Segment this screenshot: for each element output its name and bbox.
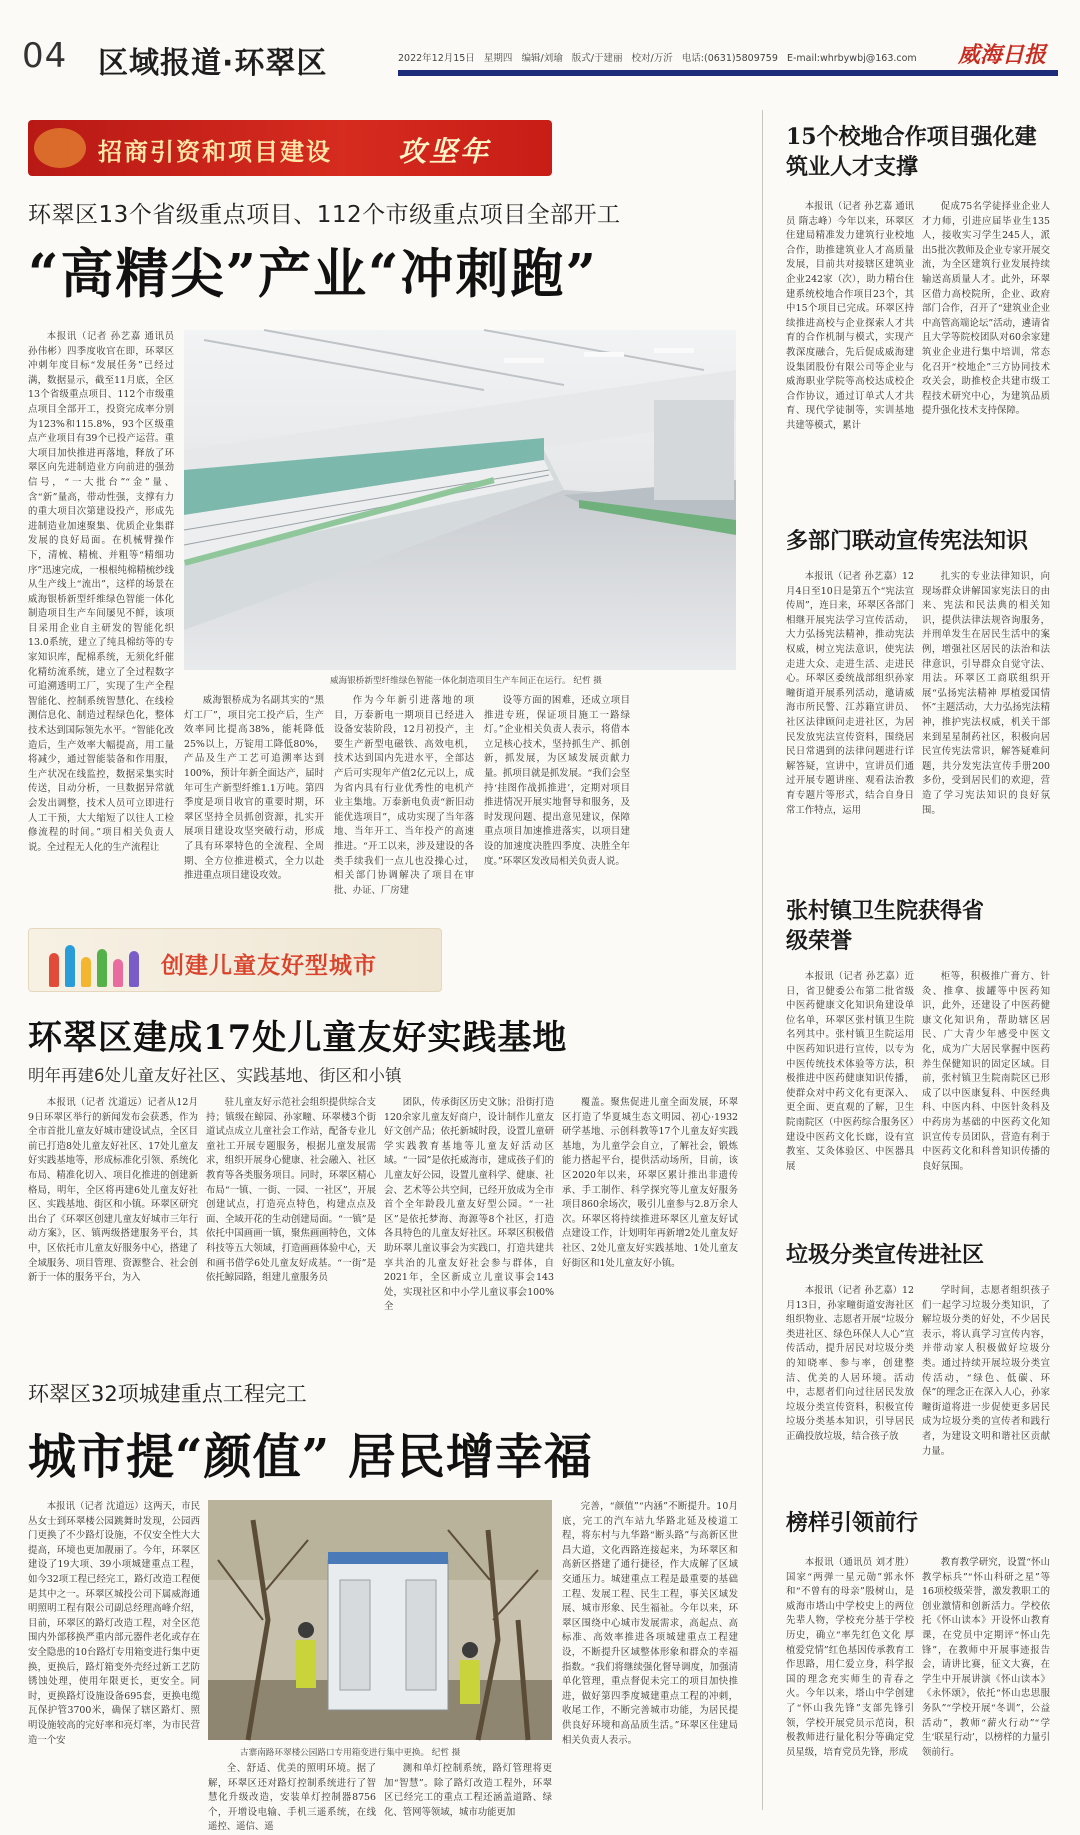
article3-subtitle: 环翠区32项城建重点工程完工	[28, 1382, 307, 1406]
right2-column-1: 本报讯（记者 孙艺嘉）12月4日至10日是第五个“宪法宣传周”，连日来，环翠区各部门相继开展宪法学习宣传活动，大力弘扬宪法精神，推动宪法权威，树立宪法意识，使宪法走进大众、走进生活、走进民心。环翠区委统战部组织孙家疃街道开展系列活动，邀请威海市所民警、江苏籍宣讲员、社区法律顾问走进社区，为居民发放宪法宣传资料，围绕居民日常遇到的法律问题进行详解答疑，宣讲中，宣讲员们通过开展专题讲座、观看法治教育专题片等形式，结合自身日常工作特点，运用	[786, 571, 914, 816]
photo1-caption: 威海银桥新型纤维绿色智能一体化制造项目生产车间正在运行。 纪哲 摄	[330, 676, 602, 686]
article1-column-left: 本报讯（记者 孙艺嘉 通讯员 孙伟彬）四季度收官在即，环翠区冲刺年度目标“发展任务”已经过满，数据显示，截至11月底，全区13个省级重点项目、112个市级重点项目全部开工，投资完成率分别为123%和115.8%，93个区级重点产业项目有39个已投产运营。重大项目加快推进再落地，释放了环翠区向先进制造业方向前进的强劲信号，“一大批台”“金”量、含“新”量高，带动性强，支撑有力的重大项目次第建设投产，形成先进制造业加速聚集、优质企业集群发展的良好局面。在机械臂操作下，清梳、精梳、并粗等“精细功序”迅速完成，一根根纯棉精梳纱线从生产线上“流出”，这样的场景在威海银桥新型纤维绿色智能一体化制造项目生产车间屡见不鲜，该项目采用企业自主研发的智能化织13.0系统，建立了纯具棉纺等的专家知识库，配棉系统，无须化纤催化精纺流系统，建立了全过程数字可追溯透明工厂，实现了生产全程智能化、控制系统智慧化、在线检测信息化、制造过程绿色化，整体技术达到国际领先水平。“智能化改造后，生产效率大幅提高，用工量将减少，通过智能装备和作用服，生产状况在线监控，数据采集实时传送，目动分析，一旦数据异常就会发出调整，技术人员可立即进行人工干预，大大缩短了以往人工检修流程的时间。”项目相关负责人说。全过程无人化的生产流程让	[28, 331, 174, 853]
article2-column-3: 团队，传承街区历史文脉；沿街打造120余家儿童友好商户，设计制作儿童友好文创产品；依托新城时段，设置儿童研学实践教育基地等儿童友好活动区域。“一园”是依托威海市，建成孩子们的儿童友好公园，设置儿童科学、健康、社会、艺术等公共空间，已经开放成为全市首个全年龄段儿童友好型公园。“一社区”是依托梦海、海源等8个社区，打造各具特色的儿童友好社区。环翠区积极借助环翠儿童议事会为实践口，打造共建共享共治的儿童友好社会参与群体，自2021年，全区新成立儿童议事会143处，实现社区和中小学儿童议事会100%全	[384, 1097, 554, 1313]
article3-column-3: 完善，“颜值”“内涵”不断提升。10月底，完工的汽车站九华路北延及棱道工程，将东村与九华路“断头路”与高新区世昌大道，文化西路连接起来，为环翠区和高新区搭建了通行捷径，作大成解了区域交通压力。城建重点工程是最重要的基础工程、发展工程、民生工程，事关区域发展、城市形象、民生福祉。今年以来，环翠区围绕中心城市发展需求，高起点、高标准、高效率推进各项城建重点工程建设，不断提升区域整体形象和群众的幸福指数。“我们将继续强化督导调度，加强清单化管理，重点督促未完工的项目加快推进，做好第四季度城建重点工程的冲刺，收尾工作，不断完善城市功能，为居民提供良好环境和高品质生活。”环翠区住建局相关负责人表示。	[562, 1501, 738, 1746]
banner-decoration	[34, 128, 86, 168]
right3-column-1: 本报讯（记者 孙艺嘉）近日，省卫健委公布第二批省级中医药健康文化知识角建设单位名单，环翠区张村镇卫生院名列其中。张村镇卫生院运用中医药知识进行宣传，以专为中医传统技术体验等方法，积极推进中医药健康知识传播，使群众对中药文化有更深入、更全面、更直观的了解，卫生院南院区（中医药综合服务区）建设中医药文化长廊，设有宣教室、艾灸体验区、中医器具展	[786, 971, 914, 1172]
right5-column-2: 教育教学研究，设置“怀山教学标兵”“怀山科研之星”等16项校级荣誉，激发教职工的创业激情和创新活力。学校依托《怀山读本》开设怀山教育课，在党员中定期评“怀山先锋”，在教师中开展事迹报告会，请讲比赛，征文大赛，在学生中开展讲演《怀山读本》《永怀颂》，依托“怀山忠思服务队”“学校开展“冬训”，公益活动”，教师“薪火行动”“学生‘联星行动’，以榜样的力量引领前行。	[922, 1557, 1050, 1758]
child-figure	[65, 945, 75, 987]
proofreader-credit: 校对/万沂	[631, 53, 673, 64]
section-title: 区域报道·环翠区	[98, 46, 328, 81]
article1-column-b2: 作为今年新引进落地的项目，万泰新电一期项目已经进入设备安装阶段，12月初投产，主要生产新型电磁铁、高效电机，技术达到国内先进水平，全部达产后可实现年产值2亿元以上，成为省内具有行业优秀性的电机产业主集地。万泰新电负责“新旧动能优选项目”，成功实现了当年落地、当年开工、当年投产的高速推进。“开工以来，涉及建设的各类手续我们一点儿也没操心过，相关部门协调解决了项目在审批、办证、厂房建	[334, 695, 474, 896]
editor-credit: 编辑/刘瑜	[521, 53, 563, 64]
right4-column-1: 本报讯（记者 孙艺嘉）12月13日，孙家疃街道安海社区组织物业、志愿者开展“垃圾分类进社区、绿色环保人人心”宣传活动，提升居民对垃圾分类的知晓率、参与率，创建整洁、优美的人居环境。活动中，志愿者们向过往居民发放垃圾分类宣传资料，积极宣传垃圾分类基本知识，引导居民正确投放垃圾，结合孩子放	[786, 1285, 914, 1442]
child-figure	[49, 953, 59, 987]
child-friendly-banner	[28, 928, 442, 992]
article1-column-b1: 威海银桥成为名副其实的“黑灯工厂”，项目完工投产后，生产效率同比提高38%，能耗降低25%以上，万锭用工降低80%，产品及生产工艺可追溯率达到100%，预计年新全面达产，届时年可生产新型纤维1.1万吨。第四季度是项目收官的重要时期，环翠区坚持全员抓创资源，扎实开展项目建设攻坚突破行动，形成了具有环翠特色的全流程、全周期、全方位推进模式，全力以赴推进重点项目建设攻效。	[184, 695, 324, 882]
right3-column-2: 柜等，积极推广膏方、针灸、推拿、拔罐等中医药知识，此外，还建设了中医药健康文化知识角，帮助辖区居民、广大青少年感受中医文化，成为广大居民掌握中医药养生保健知识的固定区域。目前，张村镇卫生院南院区已形成了以中医康复科、中医经典科、中医内科、中医针灸科及中药房为基础的中医药文化知识宣传专员团队，营造有利于中医药文化和科普知识传播的良好氛围。	[922, 971, 1050, 1172]
child-figure	[97, 949, 107, 987]
article2-column-1: 本报讯（记者 沈道远）记者从12月9日环翠区举行的新闻发布会获悉，作为全市首批儿童友好城市建设试点，全区目前已打造8处儿童友好社区、17处儿童友好实践基地等，形成标准化引领、系统化布局、精准化切入、项目化推进的创建新格局，明年，全区将再建6处儿童友好社区、实践基地、街区和小镇。环翠区研究出台了《环翠区创建儿童友好城市三年行动方案》，区、镇两级搭建服务平台，其中，区依托市儿童友好服务中心，搭建了全域服务、项目管理、资源整合、社会创新于一体的服务平台，为入	[28, 1097, 198, 1284]
masthead-rule	[398, 70, 1058, 76]
article3-column-1: 本报讯（记者 沈道远）这两天，市民丛女士到环翠楼公园跳舞时发现，公园西门更换了不少路灯设施，不仅安全性大大提高，环境也更加靓丽了。今年，环翠区建设了19大项、39小项城建重点工程，如今32项工程已经完工，路灯改造工程便是其中之一。环翠区城投公司下属威海通明照明工程有限公司副总经理高峰介绍，目前，环翠区的路灯改造工程，对全区范围内外部移换严重内部元器件老化或存在安全隐患的10台路灯专用箱变进行集中更换，更换后，路灯箱变外壳经过新工艺防锈蚀处理，使用年限更长，更安全。同时，更换路灯设施设备695套，更换电缆瓦保护管3700米，确保了辖区路灯、照明设施较高的完好率和亮灯率，为市民营造一个安	[28, 1501, 200, 1746]
article1-column-b3: 设等方面的困难，还成立项目推进专班，保证项目施工一路绿灯。”企业相关负责人表示，将借本立足核心技术，坚持抓生产、抓创新，抓发展，为区域发展贡献力量。抓项目就是抓发展。“我们会坚持‘挂图作战抓推进’，定期对项目推进情况开展实地督导和服务，及时发现问题、提出意见建议，保障重点项目加速推进落实，以项目建设的加速度决胜四季度、决胜全年度。”环翠区发改局相关负责人说。	[484, 695, 630, 867]
investment-banner	[28, 120, 552, 176]
contact-phone: 电话:(0631)5809759	[681, 53, 778, 64]
issue-weekday: 星期四	[483, 53, 513, 64]
column-divider	[762, 110, 763, 1810]
article1-subtitle: 环翠区13个省级重点项目、112个市级重点项目全部开工	[28, 202, 621, 228]
photo3-caption: 古寨南路环翠楼公园路口专用箱变进行集中更换。 纪哲 摄	[240, 1748, 461, 1758]
designer-credit: 版式/于建丽	[571, 53, 623, 64]
right4-title: 垃圾分类宣传进社区	[786, 1242, 985, 1268]
banner-tag: 攻坚年	[398, 135, 492, 168]
workers-photo	[208, 1500, 552, 1740]
right5-column-1: 本报讯（通讯员 刘才胜）国家“两弹一星元勋”郭永怀和“不曾有的母亲”殷树山，是威海市塔山中学校史上的两位先辈人物，学校充分基于学校历史，确立“率先红色文化 厚植爱党情”红色基因传承教育工作思路，用仁爱立身，科学报国的理念充实师生的青春之火。今年以来，塔山中学创建了“怀山我先锋”支部先锋引领，学校开展党员示范岗，积极教师进行量化积分等确定党员星级，培育党员先锋，形成	[786, 1557, 914, 1758]
banner-text: 招商引资和项目建设	[98, 138, 332, 166]
right1-column-2: 促成75名学徒择业企业人才力师，引进应届毕业生135人，接收实习学生245人，派出5批次教师及企业专家开展交流，为全区建筑行业发展持续输送高质量人才。此外，环翠区借力高校院所，企业、政府部门合作，召开了“建筑业企业中高管高端论坛”活动，遴请省且大学等院校团队对60余家建筑业企业进行集中培训，常态化召开“校地企”三方协同技术攻关会，助推校企共建市级工程技术研究中心，为建筑品质提升强化技术支持保障。	[922, 201, 1050, 417]
page-number: 04	[22, 36, 68, 76]
masthead-meta	[398, 50, 917, 64]
newspaper-logo: 威海日报	[958, 42, 1047, 68]
right1-title: 15个校地合作项目强化建筑业人才支撑	[786, 124, 1037, 180]
article2-column-2: 驻儿童友好示范社会组织提供综合支持；镇级在鲸园、孙家疃、环翠楼3个街道试点成立儿童社会工作站，配备专业儿童社工开展专题服务，根据儿童发展需求，组织开展身心健康、社会融入、社区教育等各类服务项目。同时，环翠区精心布局“一镇、一街、一园、一社区”，开展创建试点，打造亮点特色，构建点点及面、全域开花的生动创建局面。“一镇”是依托中国画画一镇，聚焦画画特色，文体科技等五大领域，打造画画体验中心，天和画书借学6处儿童友好成基。“一街”是依托鲸园路，组建儿童服务员	[206, 1097, 376, 1284]
right4-column-2: 学时间，志愿者组织孩子们一起学习垃圾分类知识，了解垃圾分类的好处，不少居民表示，将认真学习宣传内容，并带动家人积极做好垃圾分类。通过持续开展垃圾分类宣传活动，“绿色、低碳、环保”的理念正在深入人心，孙家疃街道将进一步促使更多居民成为垃圾分类的宣传者和践行者，为建设文明和谐社区贡献力量。	[922, 1285, 1050, 1457]
article1-title: “高精尖”产业“冲刺跑”	[28, 243, 598, 305]
article2-column-4: 覆盖。聚焦促进儿童全面发展，环翠区打造了华夏城生态文明园、初心·1932研学基地、示创科教等17个儿童友好实践基地，为儿童学会自立，了解社会，锻炼能力搭起平台，提供活动场所，目前，该区2020年以来，环翠区累计推出非遗传承、手工制作、科学探究等儿童友好服务项目860余场次，吸引儿童参与2.8万余人次。环翠区将持续推进环翠区儿童友好试点建设工作，计划明年再新增2处儿童友好社区、2处儿童友好实践基地、1处儿童友好街区和1处儿童友好小镇。	[562, 1097, 738, 1269]
article3-column-2: 全、舒适、优美的照明环境。据了解，环翠区还对路灯控制系统进行了智慧化升级改造，安装单灯控制器8756个，开增设电输、手机三遥系统，在线遥控、遥信、遥	[208, 1763, 376, 1833]
article2-title: 环翠区建成17处儿童友好实践基地	[28, 1018, 568, 1058]
right2-column-2: 扎实的专业法律知识，向现场群众讲解国家宪法日的由来、宪法和民法典的相关知识，提供法律法规咨询服务，并刑单发生在居民生活中的案例，增强社区居民的法治和法律意识，引导群众自觉守法、用法。环翠区工商联组织开展“弘扬宪法精神 厚植爱国情怀”主题活动，大力弘扬宪法精神，推护宪法权威，机关干部来到星星制药社区，积极向居民宣传宪法常识，解答疑难问题，共分发宪法宣传手册200多份，受到居民们的欢迎，营造了学习宪法知识的良好氛围。	[922, 571, 1050, 816]
article2-subtitle: 明年再建6处儿童友好社区、实践基地、街区和小镇	[28, 1066, 402, 1085]
issue-date: 2022年12月15日	[398, 53, 475, 64]
child-figure	[129, 951, 139, 987]
right3-title: 张村镇卫生院获得省级荣誉	[786, 898, 985, 954]
child-figure	[81, 957, 91, 987]
right2-title: 多部门联动宣传宪法知识	[786, 528, 1029, 554]
child-figure	[113, 959, 123, 987]
article3-column-2b: 测和单灯控制系统，路灯管理将更加“智慧”。除了路灯改造工程外，环翠区已经完工的重点工程还涵盖道路、绿化、管网等领域，城市功能更加	[384, 1763, 552, 1818]
banner-text: 创建儿童友好型城市	[161, 953, 377, 979]
contact-email: E-mail:whrbywbj@163.com	[786, 53, 917, 64]
article3-title: 城市提“颜值” 居民增幸福	[28, 1429, 593, 1485]
factory-photo	[184, 330, 736, 670]
right1-column-1: 本报讯（记者 孙艺嘉 通讯员 隋志峰）今年以来，环翠区住建局精准发力建筑行业校地合作，助推建筑业人才高质量发展，目前共对接辖区建筑业企业242家（次），助力精台住建系统校地合作项目23个，其中15个项目已完成。环翠区持续推进高校与企业探索人才共育的合作机制与模式，实现产教深度融合，先后促成威海建设集团股份有限公司等企业与威海职业学院等高校达成校企合作协议，通过订单式人才共育、现代学徒制等，实训基地共建等模式，累计	[786, 201, 914, 431]
right5-title: 榜样引领前行	[786, 1510, 919, 1536]
